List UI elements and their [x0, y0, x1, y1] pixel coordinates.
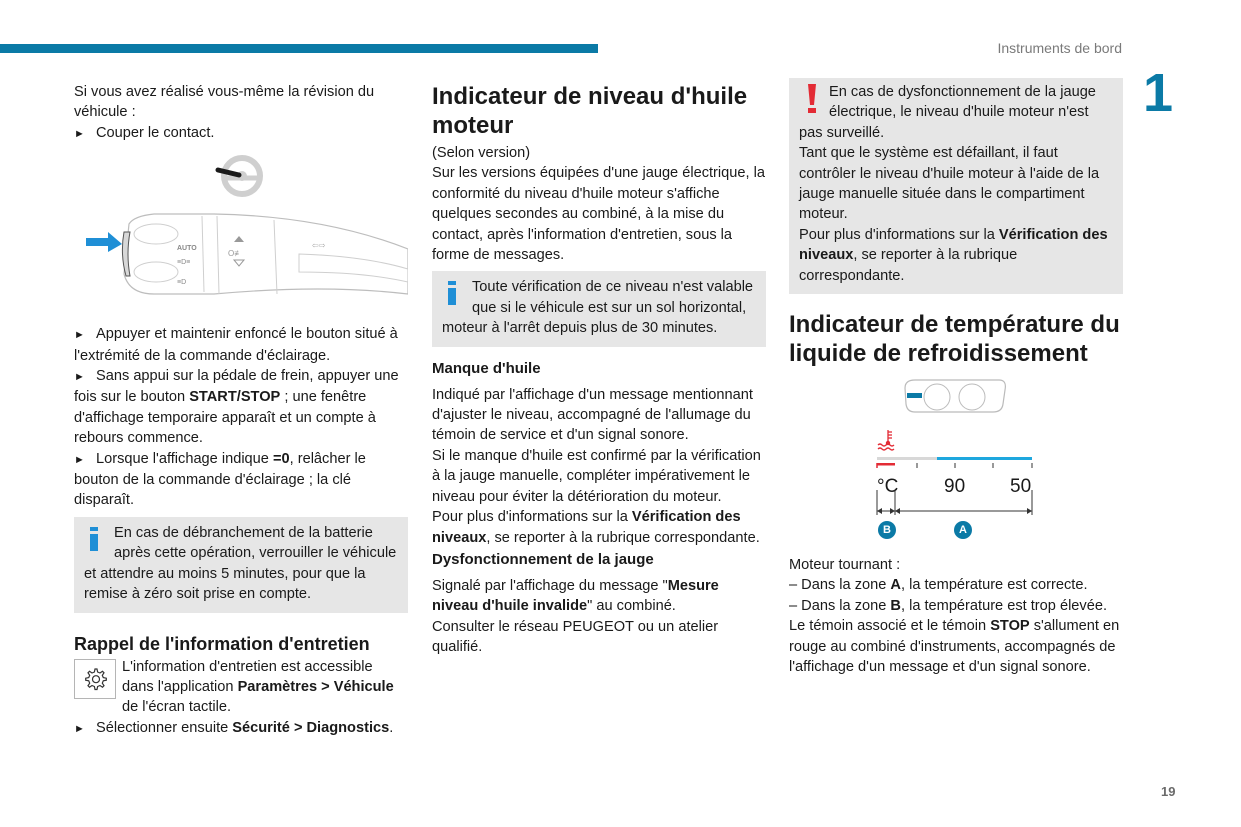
- subsection-title-oil-shortage: Manque d'huile: [432, 359, 541, 377]
- gauge-malfunction-text-2: Consulter le réseau PEUGEOT ou un atelier qualifié.: [432, 618, 719, 656]
- intro-text: Si vous avez réalisé vous-même la révision du véhicule :: [74, 84, 375, 121]
- column-1: [74, 82, 408, 739]
- section-title-maintenance-reminder: Rappel de l'information d'entretien: [74, 633, 370, 654]
- oil-shortage-text-1: Indiqué par l'affichage d'un message mentionnant d'ajuster le niveau, accompagné de l'allumage du témoin de service et d'un signal sonore.: [432, 386, 753, 444]
- subtitle-version: (Selon version): [432, 145, 531, 161]
- oil-shortage-text-3: Pour plus d'informations sur la Vérification des niveaux, se reporter à la rubrique correspondante.: [432, 509, 760, 546]
- zone-b-text: – Dans la zone B, la température est trop élevée. Le témoin associé et le témoin STOP s'allument en rouge au combiné d'instruments, accompagnés de l'affichage d'un message et d'un signal sonore.: [789, 597, 1120, 676]
- svg-text:°C: °C: [877, 476, 899, 498]
- warning-exclamation-icon: [799, 82, 821, 116]
- bullet-arrow-icon: ►: [74, 371, 85, 384]
- title-coolant-temperature: Indicateur de température du liquide de refroidissement: [789, 311, 1120, 368]
- svg-text:⇦⇨: ⇦⇨: [312, 241, 326, 251]
- info-icon: [442, 277, 464, 311]
- info-note-oil-check: Toute vérification de ce niveau n'est valable que si le véhicule est sur un sol horizontal, moteur à l'arrêt depuis plus de 30 minutes.: [432, 271, 766, 346]
- info-icon: [84, 523, 106, 557]
- svg-text:O≢: O≢: [228, 249, 243, 259]
- svg-text:≡D≡: ≡D≡: [177, 259, 191, 267]
- svg-text:≡D: ≡D: [177, 279, 187, 287]
- warning-note-gauge: En cas de dysfonctionnement de la jauge électrique, le niveau d'huile moteur n'est pas surveillé. Tant que le système est défaillant, il faut contrôler le niveau d'huile moteur à l'aide de la jauge manuelle située dans le compartiment moteur. Pour plus d'informations sur la Vérification des niveaux, se reporter à la rubrique correspondante.: [789, 78, 1123, 294]
- link-verification-niveaux: Vérification des niveaux: [432, 509, 741, 546]
- zone-b-badge: B: [878, 521, 896, 539]
- gauge-malfunction-text-1: Signalé par l'affichage du message "Mesure niveau d'huile invalide" au combiné.: [432, 577, 719, 615]
- oil-shortage-text-2: Si le manque d'huile est confirmé par la vérification à la jauge manuelle, compléter impérativement le niveau pour éviter la détérioration du moteur.: [432, 447, 761, 505]
- svg-text:90: 90: [944, 476, 966, 498]
- bullet-arrow-icon: ►: [74, 722, 85, 735]
- step-start-stop: ► Sans appui sur la pédale de frein, appuyer une fois sur le bouton START/STOP ; une fenêtre d'affichage temporaire apparaît et un compte à rebours commence.: [74, 368, 399, 447]
- zone-a-text: – Dans la zone A, la température est correcte.: [789, 577, 1088, 594]
- oil-level-intro: Sur les versions équipées d'une jauge électrique, la conformité du niveau d'huile moteur s'affiche quelques secondes au combiné, à la mise du contact, après l'information d'entretien, sous la forme de messages.: [432, 165, 765, 264]
- coolant-gauge-icon: [789, 368, 1123, 548]
- running-head: Instruments de bord: [997, 40, 1122, 56]
- settings-gear-icon: [74, 659, 116, 699]
- zone-a-badge: A: [954, 521, 972, 539]
- bullet-arrow-icon: ►: [74, 329, 85, 342]
- info-note-battery: En cas de débranchement de la batterie après cette opération, verrouiller le véhicule et attendre au moins 5 minutes, pour que la remise à zéro soit prise en compte.: [74, 517, 408, 613]
- column-2: [432, 82, 766, 658]
- step-press-button: ► Appuyer et maintenir enfoncé le bouton situé à l'extrémité de la commande d'éclairage.: [74, 326, 398, 364]
- lighting-stalk-figure: [74, 144, 408, 324]
- column-3: [789, 78, 1123, 678]
- maintenance-info-text: L'information d'entretien est accessible dans l'application Paramètres > Véhicule de l'écran tactile.: [74, 657, 408, 718]
- step-cut-ignition: ► Couper le contact.: [74, 123, 408, 144]
- step-select-diagnostics: ► Sélectionner ensuite Sécurité > Diagnostics.: [74, 718, 408, 739]
- title-oil-level-indicator: Indicateur de niveau d'huile moteur: [432, 83, 748, 139]
- step-release: ► Lorsque l'affichage indique =0, relâcher le bouton de la commande d'éclairage ; la clé disparaît.: [74, 450, 366, 509]
- engine-running-label: Moteur tournant :: [789, 557, 901, 574]
- bullet-arrow-icon: ►: [74, 127, 85, 140]
- page-number: 19: [1161, 784, 1176, 799]
- subsection-title-gauge-malfunction: Dysfonctionnement de la jauge: [432, 550, 654, 568]
- coolant-temperature-figure: [789, 368, 1123, 548]
- lighting-stalk-icon: [74, 144, 408, 324]
- svg-text:AUTO: AUTO: [177, 245, 197, 253]
- svg-text:50: 50: [1010, 476, 1032, 498]
- chapter-number: 1: [1143, 63, 1174, 123]
- bullet-arrow-icon: ►: [74, 453, 85, 466]
- header-accent-bar: [0, 44, 598, 53]
